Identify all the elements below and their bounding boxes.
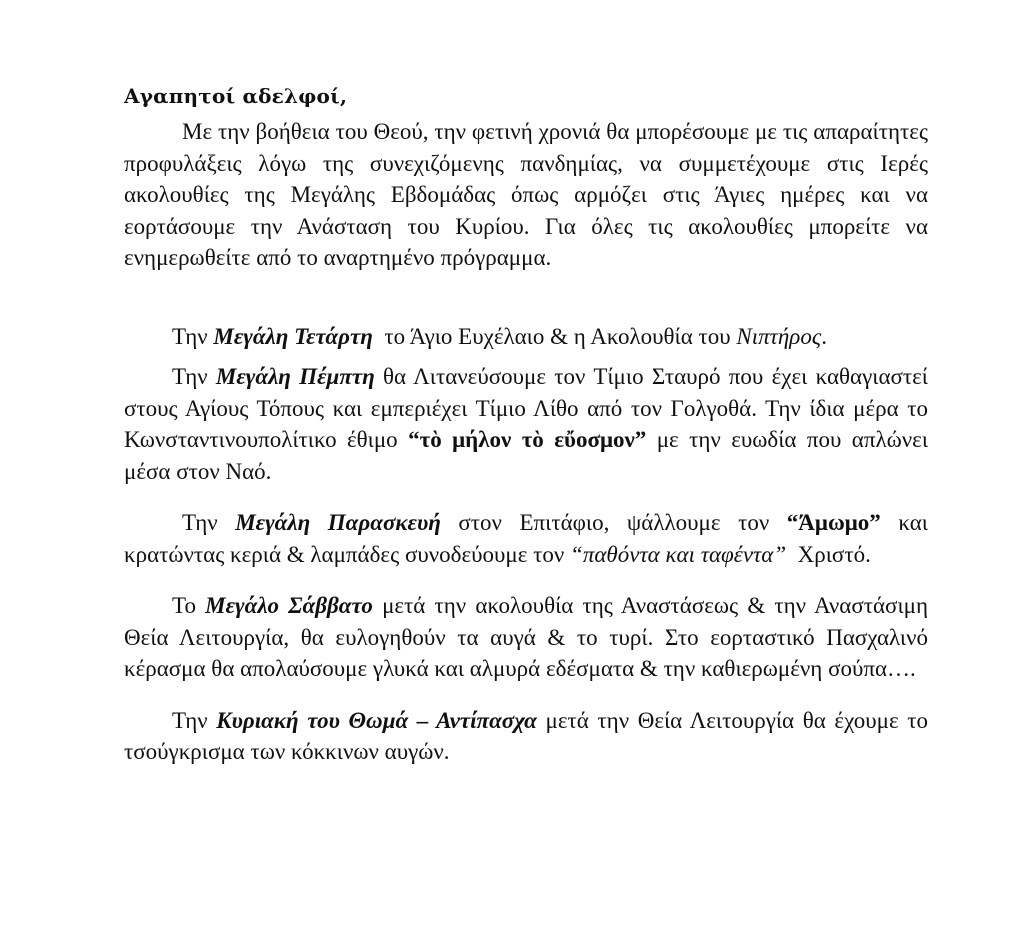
end-text: Χριστό. [786, 541, 871, 567]
day-name: Μεγάλη Τετάρτη [213, 323, 373, 349]
italic-quote: “παθόντα και ταφέντα” [570, 541, 787, 567]
lead-text: Την [182, 510, 236, 535]
paragraph-holy-thursday [124, 361, 928, 487]
paragraph-thomas-sunday [124, 705, 928, 768]
day-name: Μεγάλη Παρασκευή [235, 510, 441, 535]
paragraph-holy-saturday [124, 590, 928, 685]
greeting: Αγαπητοί αδελφοί, [124, 84, 348, 108]
day-name: Μεγάλο Σάββατο [205, 593, 373, 618]
lead-text: Την [172, 707, 217, 733]
lead-text: Την [172, 323, 214, 349]
body-text: θα Λιτανεύσουμε τον Τίμιο Σταυρό που έχει καθαγιαστεί στους Αγίους Τόπους και εμπεριέχει Τίμιο Λίθο από τον Γολγοθά. Την ίδια μέρα το Κωνσταντινουπολίτικο έθιμο [124, 364, 928, 452]
day-name: Κυριακή του Θωμά – Αντίπασχα [216, 707, 537, 733]
paragraph-holy-friday [124, 507, 928, 570]
body-text: το Άγιο Ευχέλαιο & η Ακολουθία του [372, 323, 737, 349]
bold-quote: “Άμωμο” [786, 510, 881, 535]
italic-term: Νιπτήρος [736, 323, 822, 349]
body-text: μετά την Θεία Λειτουργία θα έχουμε το τσούγκρισμα των κόκκινων αυγών. [124, 707, 929, 764]
end-text: . [821, 323, 827, 349]
lead-text: Το [172, 593, 206, 618]
body-text: μετά την ακολουθία της Αναστάσεως & την Αναστάσιμη Θεία Λειτουργία, θα ευλογηθούν τα αυγά & το τυρί. Στο εορταστικό Πασχαλινό κέρασμα θα απολαύσουμε γλυκά και αλμυρά εδέσματα & την καθιερωμένη σούπα…. [124, 593, 928, 681]
body-text: στον Επιτάφιο, ψάλλουμε τον [440, 510, 787, 535]
bold-quote: “τὸ μήλον τὸ εὔοσμον” [408, 427, 647, 452]
body-text-2: και κρατώντας κεριά & λαμπάδες συνοδεύουμε τον [124, 510, 928, 567]
letter [124, 84, 928, 768]
lead-text: Την [172, 364, 216, 389]
intro-paragraph: Με την βοήθεια του Θεού, την φετινή χρονιά θα μπορέσουμε με τις απαραίτητες προφυλάξεις λόγω της συνεχιζόμενης πανδημίας, να συμμετέχουμε στις Ιερές ακολουθίες της Μεγάλης Εβδομάδας όπως αρμόζει στις Άγιες ημέρες και να εορτάσουμε την Ανάσταση του Κυρίου. Για όλες τις ακολουθίες μπορείτε να ενημερωθείτε από το αναρτημένο πρόγραμμα. [124, 119, 928, 270]
end-text: με την ευωδία που απλώνει μέσα στον Ναό. [124, 427, 929, 484]
paragraph-holy-wednesday [124, 321, 928, 353]
day-name: Μεγάλη Πέμπτη [215, 364, 375, 389]
